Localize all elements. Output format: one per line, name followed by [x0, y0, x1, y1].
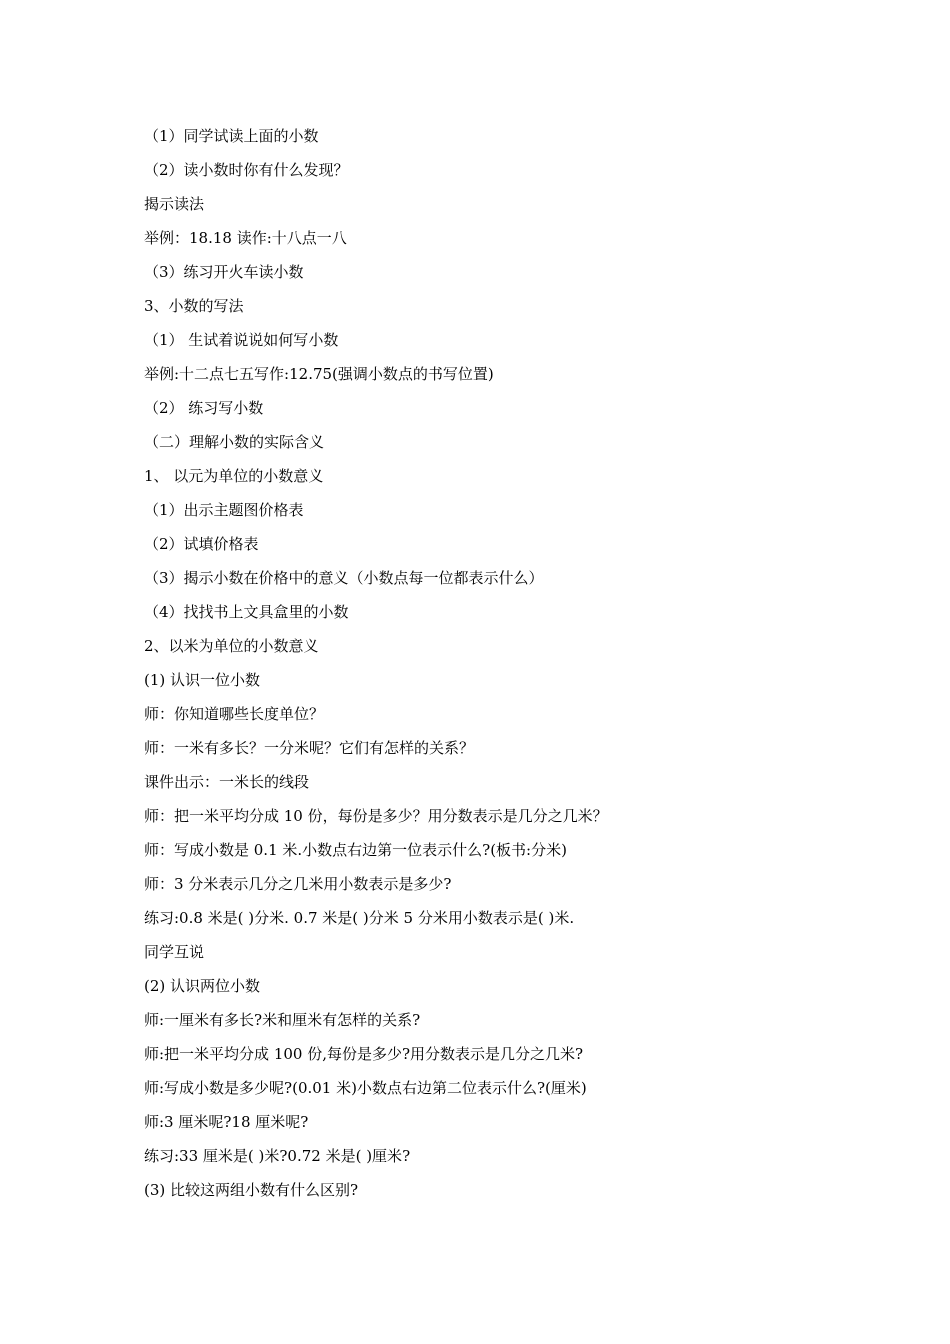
text-line: 练习:33 厘米是( )米?0.72 米是( )厘米?: [144, 1147, 411, 1165]
text-line: 师:3 厘米呢?18 厘米呢?: [144, 1113, 309, 1131]
text-line: 师:一厘米有多长?米和厘米有怎样的关系?: [144, 1011, 421, 1029]
text-line: （1） 生试着说说如何写小数: [144, 331, 339, 349]
text-line: 举例：18.18 读作:十八点一八: [144, 229, 347, 247]
text-line: 师:写成小数是多少呢?(0.01 米)小数点右边第二位表示什么?(厘米): [144, 1079, 587, 1097]
text-line: 举例:十二点七五写作:12.75(强调小数点的书写位置): [144, 365, 494, 383]
text-line: 师：你知道哪些长度单位？: [144, 705, 325, 723]
text-line: 1、 以元为单位的小数意义: [144, 467, 324, 485]
text-line: 师:把一米平均分成 100 份,每份是多少?用分数表示是几分之几米?: [144, 1045, 584, 1063]
text-line: （1）出示主题图价格表: [144, 501, 304, 519]
text-line: (2) 认识两位小数: [144, 977, 261, 995]
text-line: (3) 比较这两组小数有什么区别?: [144, 1181, 359, 1199]
text-line: 师：3 分米表示几分之几米用小数表示是多少?: [144, 875, 452, 893]
text-line: （3）揭示小数在价格中的意义（小数点每一位都表示什么）: [144, 569, 544, 587]
text-line: （2）读小数时你有什么发现？: [144, 161, 349, 179]
text-line: 师：写成小数是 0.1 米.小数点右边第一位表示什么?(板书:分米): [144, 841, 567, 859]
text-line: （3）练习开火车读小数: [144, 263, 304, 281]
text-line: （二）理解小数的实际含义: [144, 433, 325, 451]
text-line: （2）试填价格表: [144, 535, 259, 553]
text-line: 练习:0.8 米是( )分米. 0.7 米是( )分米 5 分米用小数表示是( )米.: [144, 909, 575, 927]
text-line: （2） 练习写小数: [144, 399, 264, 417]
text-line: 2、以米为单位的小数意义: [144, 637, 319, 655]
text-line: 课件出示：一米长的线段: [144, 773, 310, 791]
text-line: 师：一米有多长？一分米呢？它们有怎样的关系？: [144, 739, 475, 757]
text-line: （1）同学试读上面的小数: [144, 127, 319, 145]
document-body: [144, 124, 844, 1212]
text-line: 同学互说: [144, 943, 205, 961]
text-line: （4）找找书上文具盒里的小数: [144, 603, 349, 621]
text-line: 揭示读法: [144, 195, 205, 213]
text-line: (1) 认识一位小数: [144, 671, 261, 689]
text-line: 3、小数的写法: [144, 297, 244, 315]
text-line: 师：把一米平均分成 10 份，每份是多少？用分数表示是几分之几米？: [144, 807, 608, 825]
